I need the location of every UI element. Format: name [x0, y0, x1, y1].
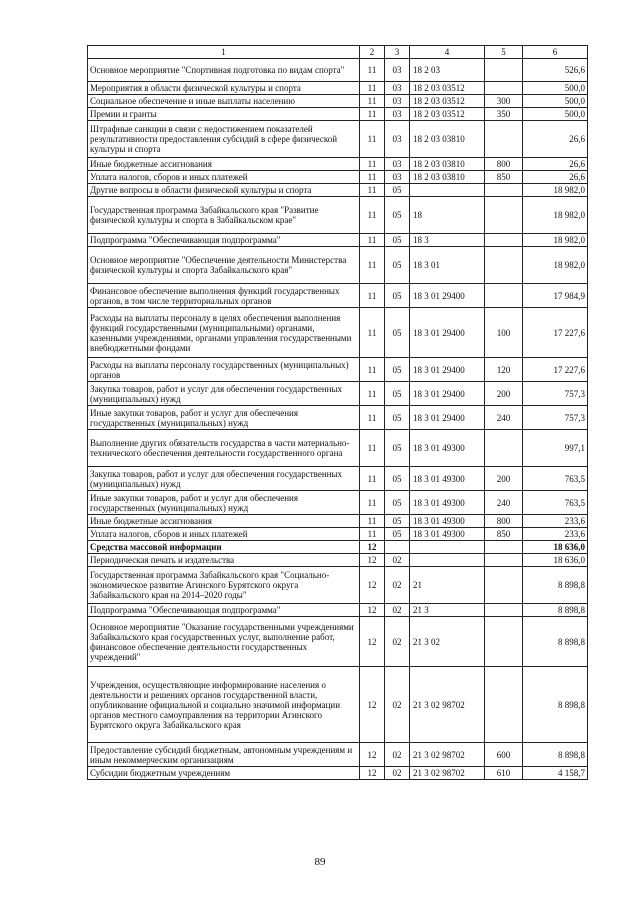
row-expense-type: 600 [485, 743, 523, 767]
row-section: 11 [360, 197, 385, 234]
row-amount: 526,6 [523, 59, 588, 82]
row-section: 11 [360, 171, 385, 184]
table-row [88, 667, 588, 743]
row-section: 11 [360, 234, 385, 247]
row-expense-type [485, 284, 523, 308]
row-name: Государственная программа Забайкальского края "Развитие физической культуры и спорта в Забайкальском крае" [88, 197, 360, 234]
table-row [88, 121, 588, 158]
row-subsection: 05 [385, 197, 410, 234]
row-section: 11 [360, 82, 385, 95]
row-target-article: 18 2 03 03810 [410, 158, 485, 171]
row-amount: 763,5 [523, 467, 588, 491]
row-section: 11 [360, 108, 385, 121]
table-row [88, 59, 588, 82]
row-section: 11 [360, 158, 385, 171]
row-subsection: 03 [385, 82, 410, 95]
row-target-article [410, 184, 485, 197]
table-row [88, 554, 588, 567]
row-subsection: 05 [385, 358, 410, 382]
row-expense-type: 350 [485, 108, 523, 121]
row-amount: 757,3 [523, 406, 588, 430]
table-body [88, 46, 588, 780]
row-amount: 500,0 [523, 108, 588, 121]
row-name: Иные закупки товаров, работ и услуг для обеспечения государственных (муниципальных) нужд [88, 491, 360, 515]
row-name: Штрафные санкции в связи с недостижением показателей результативности предоставления субсидий в сфере физической культуры и спорта [88, 121, 360, 158]
row-amount: 8 898,8 [523, 567, 588, 604]
row-amount: 18 636,0 [523, 554, 588, 567]
row-expense-type [485, 554, 523, 567]
row-section: 12 [360, 541, 385, 554]
row-target-article: 18 2 03 03512 [410, 82, 485, 95]
row-subsection: 05 [385, 234, 410, 247]
row-name: Предоставление субсидий бюджетным, автономным учреждениям и иным некоммерческим организациям [88, 743, 360, 767]
row-amount: 763,5 [523, 491, 588, 515]
table-row [88, 767, 588, 780]
header-col-2: 2 [360, 46, 385, 59]
row-expense-type [485, 59, 523, 82]
row-name: Основное мероприятие "Оказание государственными учреждениями Забайкальского края государственных услуг, выполнение работ, финансовое обеспечение деятельности государственных учреждений" [88, 617, 360, 667]
row-subsection: 05 [385, 467, 410, 491]
row-section: 12 [360, 667, 385, 743]
row-section: 11 [360, 121, 385, 158]
row-section: 11 [360, 515, 385, 528]
table-row [88, 197, 588, 234]
table-row [88, 158, 588, 171]
row-amount: 500,0 [523, 82, 588, 95]
row-expense-type: 240 [485, 491, 523, 515]
table-row [88, 467, 588, 491]
row-amount: 997,1 [523, 430, 588, 467]
row-section: 12 [360, 567, 385, 604]
row-section: 12 [360, 743, 385, 767]
row-subsection: 05 [385, 528, 410, 541]
header-col-1: 1 [88, 46, 360, 59]
row-subsection: 05 [385, 184, 410, 197]
row-amount: 17 227,6 [523, 358, 588, 382]
row-target-article: 18 3 01 29400 [410, 308, 485, 358]
row-target-article: 18 3 01 49300 [410, 528, 485, 541]
row-name: Закупка товаров, работ и услуг для обеспечения государственных (муниципальных) нужд [88, 382, 360, 406]
row-target-article: 21 3 02 98702 [410, 667, 485, 743]
row-target-article [410, 554, 485, 567]
row-name: Учреждения, осуществляющие информирование населения о деятельности и решениях органов государственной власти, опубликование официальной и социально значимой информации органов местного самоуправления на территории Агинского Бурятского округа Забайкальского края [88, 667, 360, 743]
row-target-article: 18 3 01 49300 [410, 430, 485, 467]
row-amount: 18 636,0 [523, 541, 588, 554]
page-number: 89 [314, 856, 326, 868]
row-name: Иные закупки товаров, работ и услуг для обеспечения государственных (муниципальных) нужд [88, 406, 360, 430]
row-expense-type [485, 667, 523, 743]
row-section: 11 [360, 406, 385, 430]
row-name: Закупка товаров, работ и услуг для обеспечения государственных (муниципальных) нужд [88, 467, 360, 491]
row-section: 11 [360, 308, 385, 358]
row-target-article: 18 3 01 49300 [410, 467, 485, 491]
row-section: 11 [360, 184, 385, 197]
row-section: 11 [360, 59, 385, 82]
row-name: Расходы на выплаты персоналу в целях обеспечения выполнения функций государственными (муниципальными) органами, казенными учреждениями, органами управления государственными внебюджетными фондами [88, 308, 360, 358]
row-amount: 233,6 [523, 515, 588, 528]
row-name: Основное мероприятие "Спортивная подготовка по видам спорта" [88, 59, 360, 82]
row-subsection: 03 [385, 95, 410, 108]
row-target-article: 18 3 01 49300 [410, 515, 485, 528]
row-target-article: 21 3 02 [410, 617, 485, 667]
row-section: 12 [360, 554, 385, 567]
row-target-article: 18 3 01 29400 [410, 382, 485, 406]
row-amount: 18 982,0 [523, 184, 588, 197]
row-expense-type: 240 [485, 406, 523, 430]
table-row [88, 382, 588, 406]
row-name: Премии и гранты [88, 108, 360, 121]
table-row [88, 406, 588, 430]
table-row [88, 108, 588, 121]
row-section: 12 [360, 767, 385, 780]
row-expense-type [485, 121, 523, 158]
row-subsection: 02 [385, 554, 410, 567]
row-amount: 8 898,8 [523, 617, 588, 667]
row-name: Подпрограмма "Обеспечивающая подпрограмма" [88, 604, 360, 617]
row-target-article: 18 2 03 03512 [410, 108, 485, 121]
row-name: Иные бюджетные ассигнования [88, 158, 360, 171]
row-subsection: 05 [385, 406, 410, 430]
row-target-article: 18 2 03 03810 [410, 121, 485, 158]
row-section: 11 [360, 528, 385, 541]
row-target-article: 18 2 03 [410, 59, 485, 82]
row-subsection: 05 [385, 284, 410, 308]
row-name: Основное мероприятие "Обеспечение деятельности Министерства физической культуры и спорта Забайкальского края" [88, 247, 360, 284]
row-subsection: 05 [385, 515, 410, 528]
row-subsection: 02 [385, 767, 410, 780]
row-expense-type [485, 197, 523, 234]
row-subsection: 02 [385, 667, 410, 743]
row-target-article: 21 [410, 567, 485, 604]
header-col-3: 3 [385, 46, 410, 59]
table-row [88, 604, 588, 617]
row-expense-type: 200 [485, 382, 523, 406]
row-name: Периодическая печать и издательства [88, 554, 360, 567]
row-amount: 8 898,8 [523, 743, 588, 767]
table-row [88, 95, 588, 108]
header-col-6: 6 [523, 46, 588, 59]
row-amount: 18 982,0 [523, 197, 588, 234]
table-header-row [88, 46, 588, 59]
row-amount: 17 227,6 [523, 308, 588, 358]
table-row [88, 567, 588, 604]
row-subsection: 02 [385, 743, 410, 767]
table-row [88, 528, 588, 541]
row-expense-type [485, 567, 523, 604]
row-section: 12 [360, 604, 385, 617]
row-expense-type: 850 [485, 528, 523, 541]
row-expense-type: 800 [485, 515, 523, 528]
row-name: Средства массовой информации [88, 541, 360, 554]
row-amount: 26,6 [523, 158, 588, 171]
row-amount: 18 982,0 [523, 247, 588, 284]
row-name: Субсидии бюджетным учреждениям [88, 767, 360, 780]
row-expense-type: 120 [485, 358, 523, 382]
row-name: Расходы на выплаты персоналу государственных (муниципальных) органов [88, 358, 360, 382]
row-target-article: 18 3 01 29400 [410, 358, 485, 382]
table-row [88, 308, 588, 358]
row-amount: 8 898,8 [523, 604, 588, 617]
row-section: 11 [360, 430, 385, 467]
row-subsection: 02 [385, 567, 410, 604]
table-row [88, 284, 588, 308]
row-expense-type [485, 617, 523, 667]
row-subsection: 02 [385, 617, 410, 667]
row-section: 11 [360, 95, 385, 108]
row-section: 11 [360, 467, 385, 491]
table-row [88, 491, 588, 515]
table-row [88, 171, 588, 184]
row-expense-type [485, 184, 523, 197]
row-amount: 4 158,7 [523, 767, 588, 780]
row-target-article: 18 3 01 29400 [410, 406, 485, 430]
row-expense-type [485, 234, 523, 247]
row-target-article: 18 3 01 [410, 247, 485, 284]
row-expense-type: 100 [485, 308, 523, 358]
table-row [88, 617, 588, 667]
row-expense-type: 200 [485, 467, 523, 491]
row-amount: 757,3 [523, 382, 588, 406]
row-target-article: 18 3 [410, 234, 485, 247]
row-subsection [385, 541, 410, 554]
row-section: 12 [360, 617, 385, 667]
row-expense-type [485, 82, 523, 95]
row-subsection: 02 [385, 604, 410, 617]
row-subsection: 03 [385, 121, 410, 158]
row-amount: 500,0 [523, 95, 588, 108]
row-amount: 17 984,9 [523, 284, 588, 308]
row-subsection: 03 [385, 108, 410, 121]
row-subsection: 05 [385, 491, 410, 515]
row-target-article: 18 3 01 49300 [410, 491, 485, 515]
row-subsection: 05 [385, 430, 410, 467]
row-expense-type [485, 247, 523, 284]
row-subsection: 05 [385, 247, 410, 284]
row-target-article: 21 3 02 98702 [410, 743, 485, 767]
row-expense-type: 610 [485, 767, 523, 780]
row-target-article: 18 2 03 03810 [410, 171, 485, 184]
row-subsection: 03 [385, 171, 410, 184]
table-row [88, 358, 588, 382]
row-subsection: 05 [385, 308, 410, 358]
row-name: Государственная программа Забайкальского края "Социально-экономическое развитие Агинского Бурятского округа Забайкальского края на 2014–2020 годы" [88, 567, 360, 604]
row-name: Другие вопросы в области физической культуры и спорта [88, 184, 360, 197]
row-target-article: 21 3 02 98702 [410, 767, 485, 780]
row-target-article: 21 3 [410, 604, 485, 617]
row-expense-type [485, 541, 523, 554]
row-name: Социальное обеспечение и иные выплаты населению [88, 95, 360, 108]
row-expense-type: 850 [485, 171, 523, 184]
row-subsection: 05 [385, 382, 410, 406]
table-row [88, 82, 588, 95]
row-subsection: 03 [385, 59, 410, 82]
row-expense-type: 800 [485, 158, 523, 171]
row-amount: 26,6 [523, 121, 588, 158]
row-section: 11 [360, 382, 385, 406]
row-target-article: 18 [410, 197, 485, 234]
row-target-article: 18 3 01 29400 [410, 284, 485, 308]
row-name: Уплата налогов, сборов и иных платежей [88, 528, 360, 541]
row-amount: 233,6 [523, 528, 588, 541]
row-amount: 26,6 [523, 171, 588, 184]
table-row [88, 247, 588, 284]
row-expense-type [485, 604, 523, 617]
row-amount: 8 898,8 [523, 667, 588, 743]
row-name: Выполнение других обязательств государства в части материально-технического обеспечения деятельности государственного органа [88, 430, 360, 467]
row-name: Иные бюджетные ассигнования [88, 515, 360, 528]
row-target-article: 18 2 03 03512 [410, 95, 485, 108]
row-section: 11 [360, 284, 385, 308]
row-section: 11 [360, 491, 385, 515]
row-target-article [410, 541, 485, 554]
row-subsection: 03 [385, 158, 410, 171]
row-amount: 18 982,0 [523, 234, 588, 247]
row-section: 11 [360, 358, 385, 382]
row-name: Уплата налогов, сборов и иных платежей [88, 171, 360, 184]
row-name: Финансовое обеспечение выполнения функций государственных органов, в том числе территориальных органов [88, 284, 360, 308]
row-name: Мероприятия в области физической культуры и спорта [88, 82, 360, 95]
table-row [88, 743, 588, 767]
header-col-4: 4 [410, 46, 485, 59]
table-row [88, 234, 588, 247]
row-section: 11 [360, 247, 385, 284]
row-expense-type [485, 430, 523, 467]
table-row [88, 515, 588, 528]
table-row [88, 541, 588, 554]
table-row [88, 430, 588, 467]
header-col-5: 5 [485, 46, 523, 59]
table-row [88, 184, 588, 197]
row-expense-type: 300 [485, 95, 523, 108]
budget-table [87, 45, 588, 780]
row-name: Подпрограмма "Обеспечивающая подпрограмма" [88, 234, 360, 247]
